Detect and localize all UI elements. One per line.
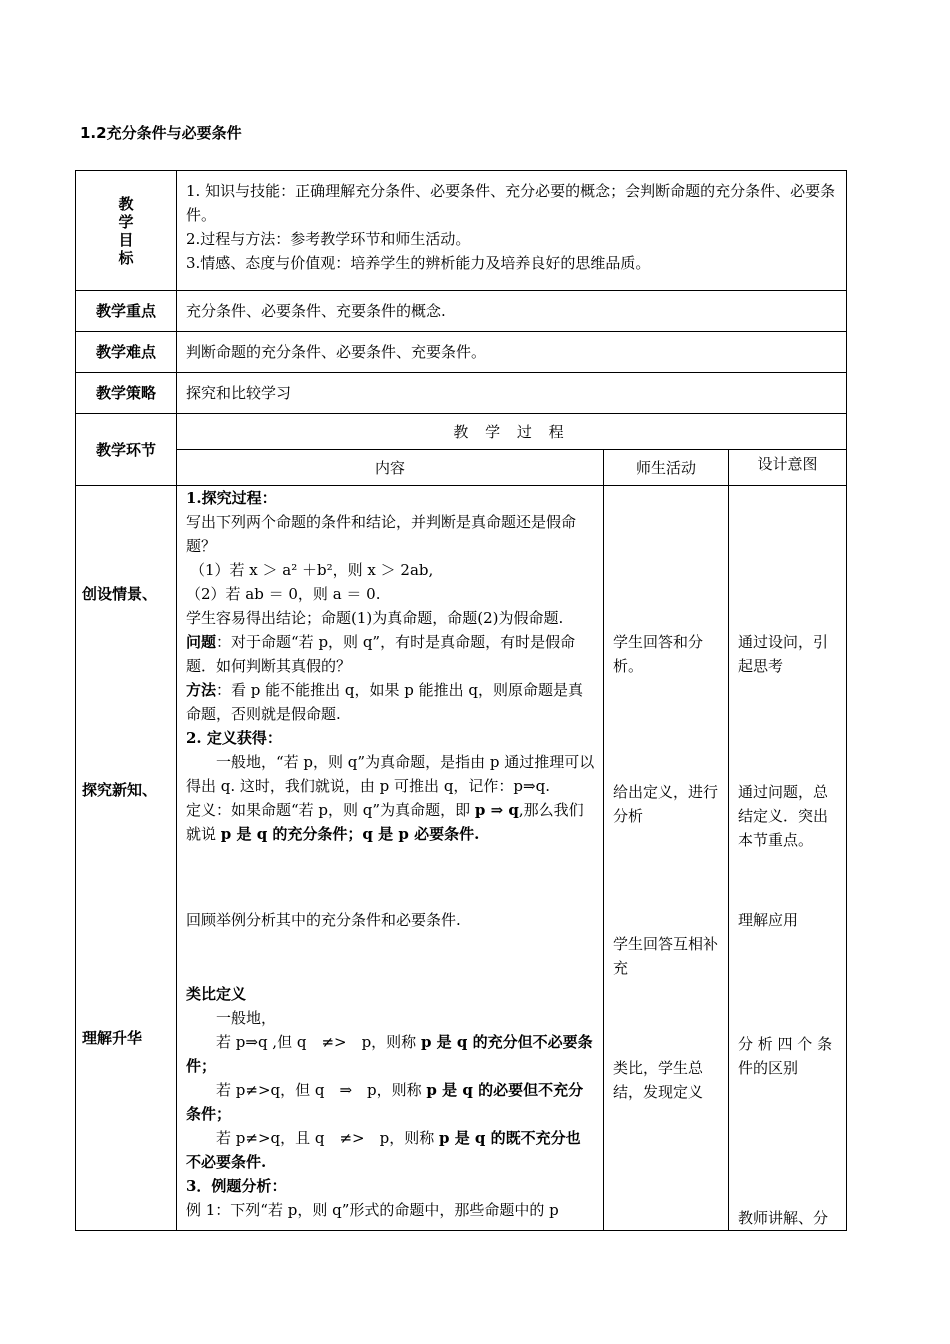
activity-note: 学生回答和分析。: [613, 633, 704, 675]
content-paragraph: [186, 1030, 595, 1078]
difficulties-label: 教学难点: [76, 332, 177, 373]
question-label: 问题: [186, 633, 217, 651]
content-paragraph: [186, 1078, 595, 1126]
content-paragraph: 回顾举例分析其中的充分条件和必要条件.: [186, 911, 461, 929]
activity-note: 给出定义，进行分析: [613, 783, 719, 825]
intent-note: 通过设问，引起思考: [738, 633, 829, 675]
section-heading: 3．例题分析：: [186, 1177, 287, 1195]
lesson-plan-table: [75, 170, 847, 1231]
difficulties-row: [76, 332, 847, 373]
intent-note: 分 析 四 个 条件的区别: [738, 1035, 833, 1077]
intent-note: 理解应用: [738, 911, 799, 929]
stage-label: 探究新知、: [82, 781, 158, 799]
stage-column: [76, 486, 177, 1231]
section-heading: 类比定义: [186, 985, 247, 1003]
col-content-header: 内容: [177, 450, 604, 486]
goal-line: 2.过程与方法：参考教学环节和师生活动。: [186, 230, 471, 248]
definition-bold: p 是 q 的必要但不充分条件；: [186, 1081, 584, 1123]
col-intent-header: 设计意图: [729, 450, 847, 486]
content-paragraph: （2）若 ab ＝ 0，则 a ＝ 0.: [186, 585, 381, 603]
col-activity-header: 师生活动: [604, 450, 729, 486]
content-paragraph: 写出下列两个命题的条件和结论，并判断是真命题还是假命题？: [186, 513, 577, 555]
definition-text: 若 p≠>q，且 q ≠> p，则称: [216, 1129, 439, 1147]
activity-note: 类比，学生总结，发现定义: [613, 1059, 704, 1101]
question-text: ：对于命题“若 p，则 q”，有时是真命题，有时是假命题．如何判断其真假的？: [186, 633, 576, 675]
intent-note: 教师讲解、分: [738, 1209, 829, 1227]
content-paragraph: [186, 678, 595, 726]
content-paragraph: 一般地，“若 p，则 q”为真命题，是指由 p 通过推理可以得出 q. 这时，我们就说，由 p 可推出 q，记作：p⇒q.: [186, 753, 595, 795]
goals-row: [76, 171, 847, 291]
goal-line: 1. 知识与技能：正确理解充分条件、必要条件、充分必要的概念；会判断命题的充分条件、必要条件。: [186, 182, 836, 224]
key-points-text: 充分条件、必要条件、充要条件的概念.: [177, 291, 847, 332]
process-header-text: 教 学 过 程: [453, 422, 570, 441]
definition-bold: p 是 q 的充分条件；q 是 p 必要条件.: [220, 825, 480, 843]
goals-label-char: 学: [118, 212, 134, 231]
goals-label-char: 目: [118, 230, 134, 249]
content-paragraph: [186, 630, 595, 678]
content-paragraph: [186, 1126, 595, 1174]
activity-column: [604, 486, 729, 1231]
strategy-row: [76, 373, 847, 414]
document-title: 1.2充分条件与必要条件: [80, 124, 242, 142]
definition-text: ,那么我们就说: [186, 801, 584, 843]
intent-column: [729, 486, 847, 1231]
definition-bold: p 是 q 的充分但不必要条件；: [186, 1033, 593, 1075]
definition-implication: p ⇒ q: [474, 801, 519, 819]
stage-label: 理解升华: [82, 1029, 143, 1047]
columns-row: [76, 450, 847, 486]
goals-label-char: 教: [118, 194, 134, 213]
goals-label: [76, 171, 177, 291]
goal-line: 3.情感、态度与价值观：培养学生的辨析能力及培养良好的思维品质。: [186, 254, 651, 272]
stage-label: 创设情景、: [82, 585, 158, 603]
goals-label-char: 标: [118, 248, 134, 267]
definition-text: 若 p⇒q ,但 q ≠> p，则称: [216, 1033, 421, 1051]
section-heading: 1.探究过程：: [186, 489, 277, 507]
process-header-row: [76, 414, 847, 450]
content-column: [177, 486, 604, 1231]
activity-note: 学生回答互相补充: [613, 935, 719, 977]
definition-text: 若 p≠>q，但 q ⇒ p，则称: [216, 1081, 427, 1099]
definition-bold: p 是 q 的既不充分也不必要条件.: [186, 1129, 581, 1171]
content-paragraph: 一般地，: [216, 1009, 277, 1027]
strategy-text: 探究和比较学习: [177, 373, 847, 414]
method-label: 方法: [186, 681, 217, 699]
section-heading: 2. 定义获得：: [186, 729, 282, 747]
process-header: [177, 414, 847, 450]
strategy-label: 教学策略: [76, 373, 177, 414]
method-text: ：看 p 能不能推出 q，如果 p 能推出 q，则原命题是真命题，否则就是假命题.: [186, 681, 584, 723]
content-paragraph: 例 1：下列“若 p，则 q”形式的命题中，那些命题中的 p: [186, 1201, 559, 1219]
key-points-row: [76, 291, 847, 332]
intent-note: 通过问题，总结定义．突出本节重点。: [738, 783, 829, 849]
difficulties-text: 判断命题的充分条件、必要条件、充要条件。: [177, 332, 847, 373]
process-body-row: [76, 486, 847, 1231]
content-paragraph: [186, 798, 595, 846]
key-points-label: 教学重点: [76, 291, 177, 332]
content-paragraph: （1）若 x ＞ a² ＋b²，则 x ＞ 2ab,: [190, 561, 434, 579]
content-paragraph: 学生容易得出结论；命题(1)为真命题，命题(2)为假命题.: [186, 609, 564, 627]
process-label: 教学环节: [76, 414, 177, 486]
goals-content: [177, 171, 847, 291]
definition-text: 定义：如果命题“若 p，则 q”为真命题，即: [186, 801, 475, 819]
